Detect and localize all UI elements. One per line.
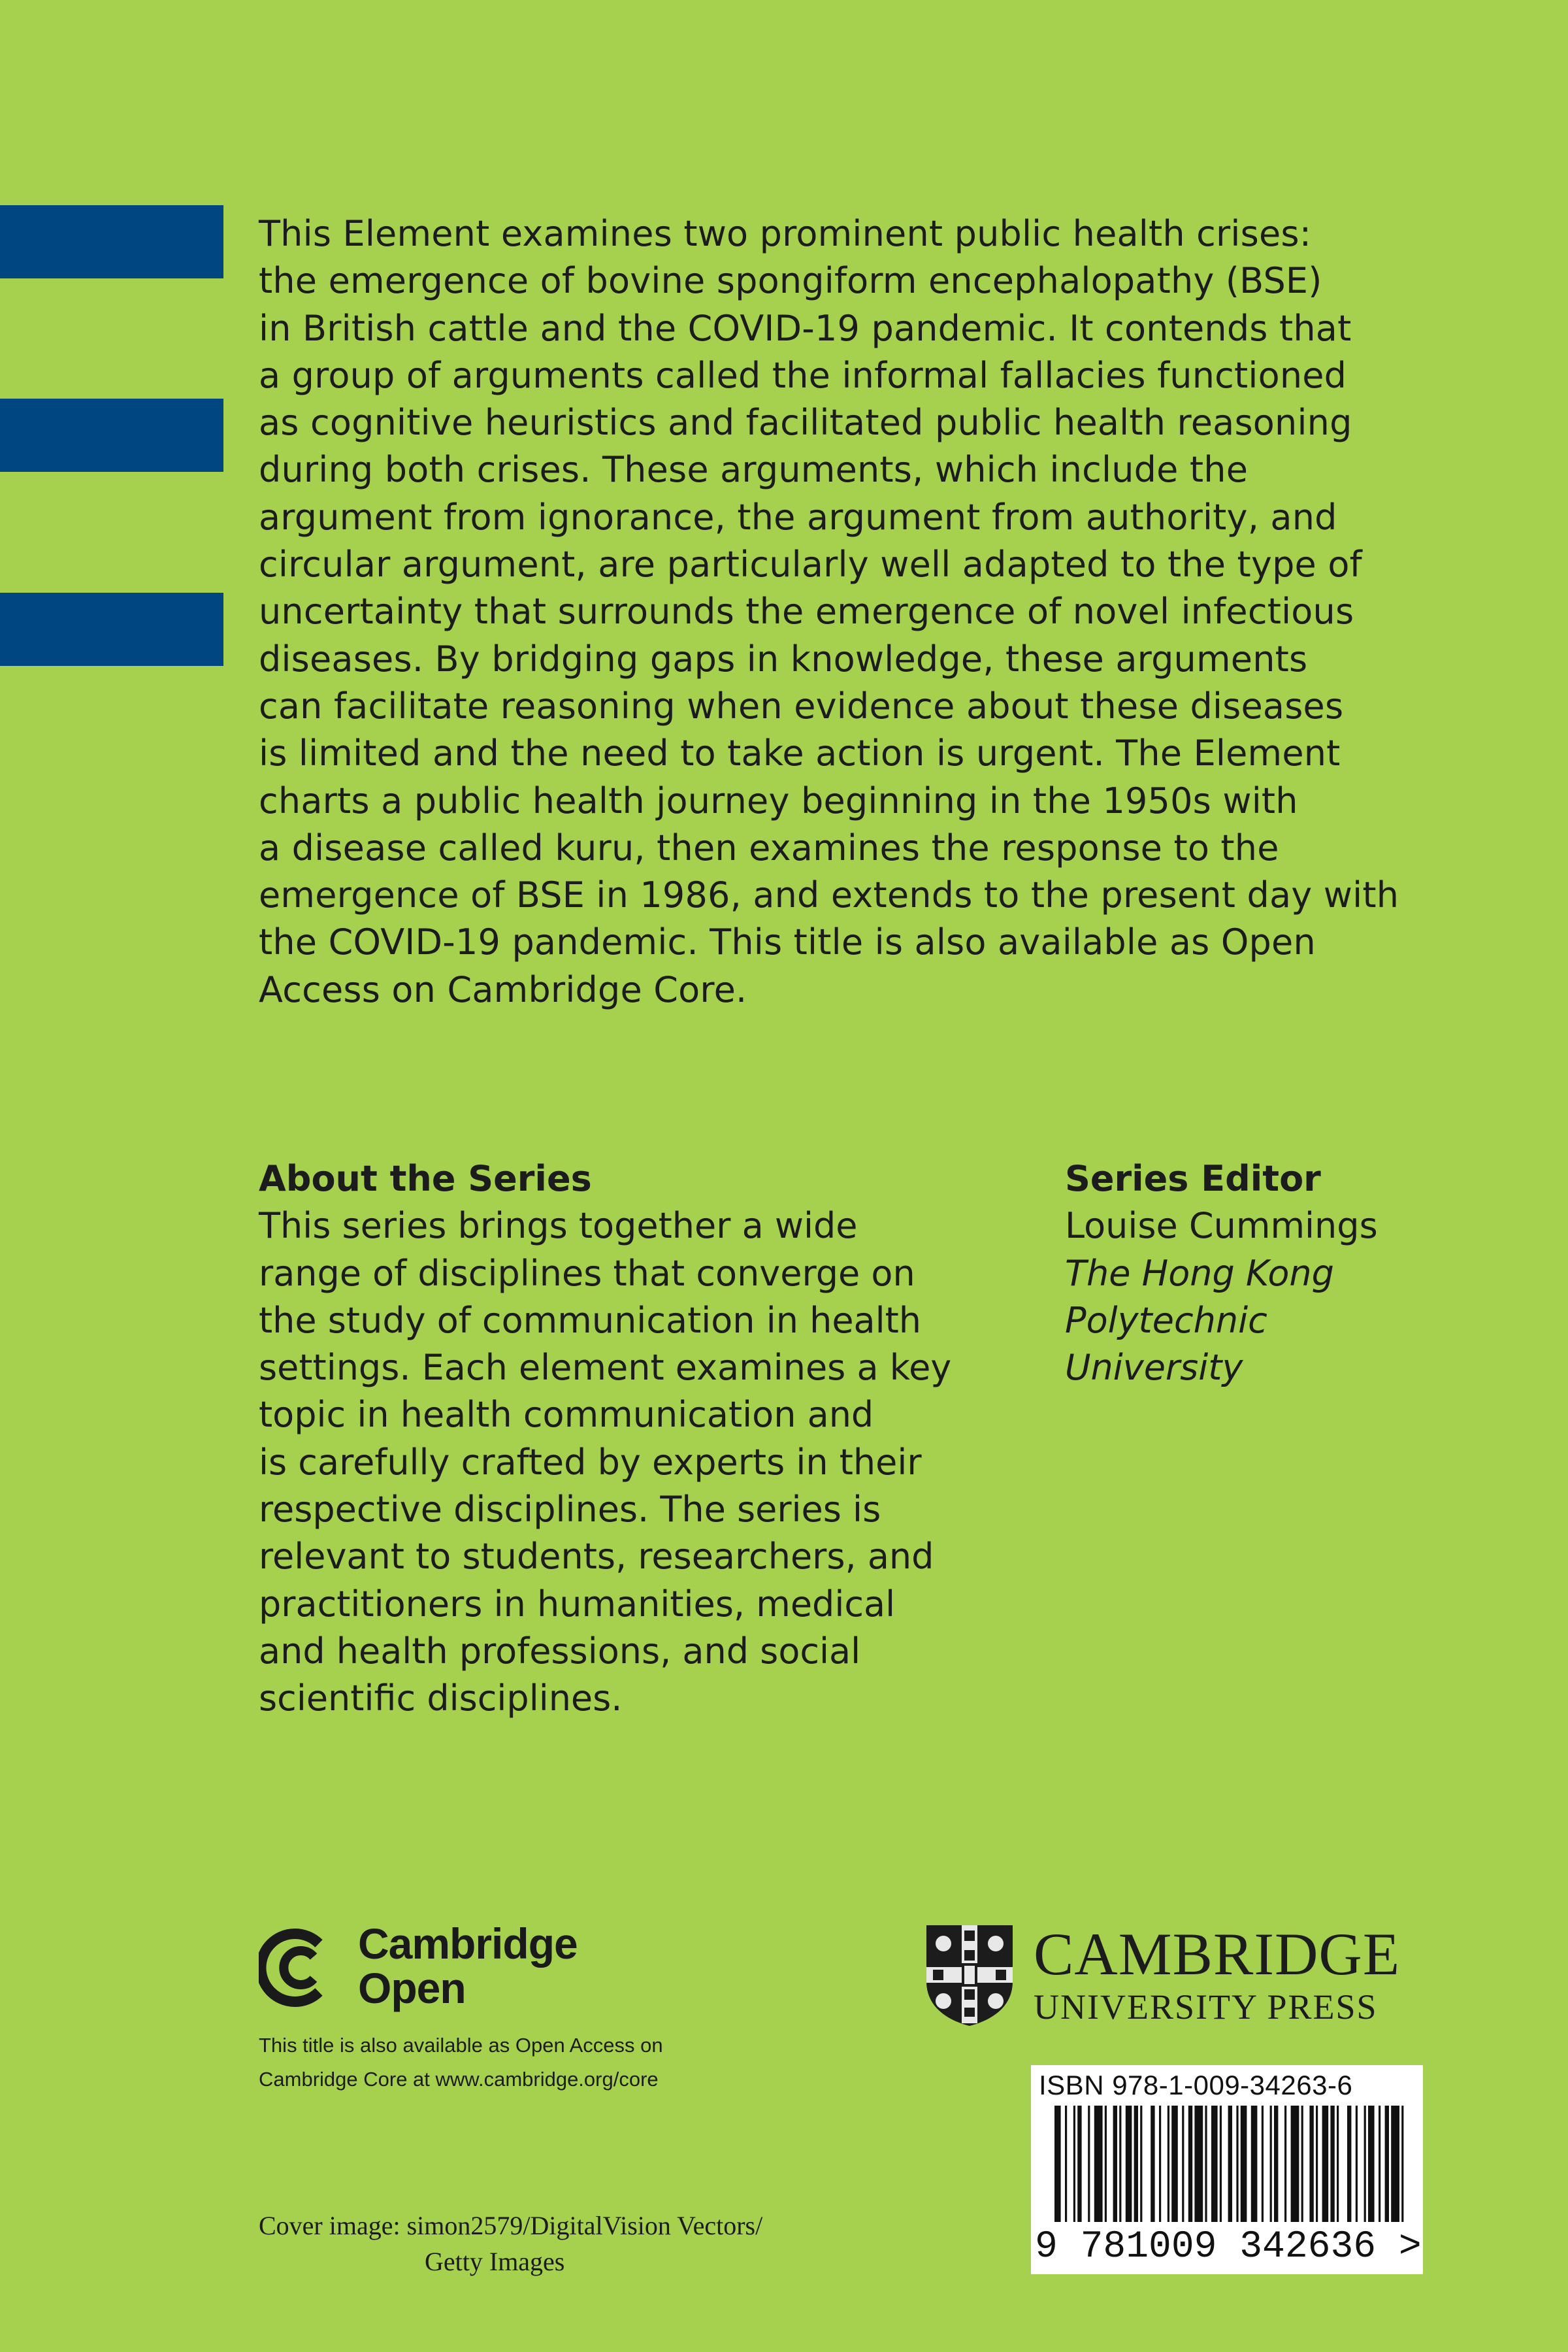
barcode-bars — [1054, 2106, 1407, 2222]
description-line: the emergence of bovine spongiform encephalopathy (BSE) — [259, 260, 1322, 302]
barcode-stripe — [1301, 2106, 1303, 2222]
publisher-name: CAMBRIDGE — [1034, 1921, 1401, 1987]
barcode-stripe — [1291, 2106, 1299, 2222]
decorative-bar-bottom — [0, 593, 223, 666]
description-line: circular argument, are particularly well adapted to the type of — [259, 544, 1362, 586]
barcode-stripe — [1140, 2106, 1142, 2222]
about-series-line: range of disciplines that converge on — [259, 1252, 915, 1294]
about-series-line: is carefully crafted by experts in their — [259, 1441, 922, 1483]
cover-credit-line: Getty Images — [425, 2247, 565, 2276]
about-series-line: scientific disciplines. — [259, 1678, 623, 1719]
series-editor-affiliation: University — [1065, 1347, 1243, 1389]
barcode-stripe — [1151, 2106, 1154, 2222]
barcode-stripe — [1113, 2106, 1117, 2222]
description-line: argument from ignorance, the argument from authority, and — [259, 496, 1337, 538]
cambridge-open-logo — [259, 1921, 625, 2019]
series-editor — [1065, 1155, 1522, 1391]
series-editor-heading: Series Editor — [1065, 1158, 1321, 1199]
barcode-stripe — [1220, 2106, 1222, 2222]
barcode-stripe — [1159, 2106, 1161, 2222]
barcode-stripe — [1168, 2106, 1169, 2222]
barcode-stripe — [1054, 2106, 1061, 2222]
barcode-stripe — [1356, 2106, 1358, 2222]
description-line: diseases. By bridging gaps in knowledge, these arguments — [259, 638, 1308, 680]
description-line: is limited and the need to take action is urgent. The Element — [259, 733, 1341, 774]
barcode-stripe — [1182, 2106, 1184, 2222]
barcode-stripe — [1073, 2106, 1075, 2222]
about-series-line: relevant to students, researchers, and — [259, 1536, 934, 1578]
cambridge-university-press-logo — [925, 1921, 1429, 2029]
description-line: can facilitate reasoning when evidence about these diseases — [259, 685, 1344, 727]
isbn-label: ISBN 978-1-009-34263-6 — [1039, 2070, 1353, 2100]
open-access-note — [259, 2029, 781, 2096]
cambridge-crest-icon — [925, 1924, 1014, 2027]
barcode-stripe — [1322, 2106, 1329, 2222]
barcode-stripe — [1228, 2106, 1232, 2222]
about-series-line: the study of communication in health — [259, 1299, 922, 1341]
barcode-stripe — [1188, 2106, 1192, 2222]
about-series-heading: About the Series — [259, 1158, 592, 1199]
barcode-stripe — [1251, 2106, 1258, 2222]
barcode-stripe — [1065, 2106, 1067, 2222]
description-line: uncertainty that surrounds the emergence of novel infectious — [259, 591, 1354, 633]
cambridge-open-line2: Open — [358, 1964, 466, 2012]
barcode-stripe — [1364, 2106, 1366, 2222]
description-line: during both crises. These arguments, which include the — [259, 449, 1249, 491]
cambridge-open-icon — [259, 1925, 337, 2010]
barcode-stripe — [1105, 2106, 1107, 2222]
description-line: Access on Cambridge Core. — [259, 969, 747, 1010]
barcode-stripe — [1316, 2106, 1318, 2222]
barcode-stripe — [1379, 2106, 1380, 2222]
barcode-stripe — [1368, 2106, 1375, 2222]
barcode-stripe — [1391, 2106, 1399, 2222]
series-editor-affiliation: The Hong Kong — [1065, 1252, 1334, 1294]
publisher-subname: UNIVERSITY PRESS — [1034, 1987, 1378, 2027]
description-line: in British cattle and the COVID-19 pandemic. It contends that — [259, 307, 1352, 349]
barcode-stripe — [1236, 2106, 1238, 2222]
barcode-digits: 9 781009 342636 > — [1035, 2226, 1422, 2268]
cambridge-open-line1: Cambridge — [358, 1919, 578, 1968]
cambridge-open-wordmark — [358, 1921, 578, 2010]
cover-image-credit — [259, 2208, 912, 2279]
description-line: a group of arguments called the informal fallacies functioned — [259, 354, 1347, 396]
description-line: charts a public health journey beginning in the 1950s with — [259, 780, 1298, 821]
barcode-stripe — [1241, 2106, 1247, 2222]
barcode-stripe — [1205, 2106, 1207, 2222]
isbn-barcode — [1031, 2065, 1423, 2274]
barcode-stripe — [1119, 2106, 1121, 2222]
barcode-stripe — [1330, 2106, 1334, 2222]
barcode-stripe — [1134, 2106, 1138, 2222]
about-series-line: settings. Each element examines a key — [259, 1347, 952, 1389]
description-line: the COVID-19 pandemic. This title is also available as Open — [259, 921, 1316, 963]
barcode-stripe — [1088, 2106, 1090, 2222]
barcode-stripe — [1385, 2106, 1389, 2222]
about-series-line: and health professions, and social — [259, 1630, 861, 1672]
barcode-stripe — [1262, 2106, 1264, 2222]
barcode-stripe — [1211, 2106, 1218, 2222]
barcode-stripe — [1094, 2106, 1103, 2222]
open-access-note-line: This title is also available as Open Access on — [259, 2034, 663, 2057]
description-line: emergence of BSE in 1986, and extends to the present day with — [259, 874, 1399, 916]
open-access-note-line: Cambridge Core at www.cambridge.org/core — [259, 2068, 659, 2091]
about-series-line: practitioners in humanities, medical — [259, 1583, 896, 1625]
about-series-line: This series brings together a wide — [259, 1205, 858, 1247]
barcode-stripe — [1274, 2106, 1278, 2222]
about-series-line: respective disciplines. The series is — [259, 1489, 881, 1531]
barcode-stripe — [1401, 2106, 1403, 2222]
decorative-bar-middle — [0, 399, 223, 472]
about-series-line: topic in health communication and — [259, 1394, 874, 1436]
barcode-stripe — [1270, 2106, 1272, 2222]
barcode-stripe — [1126, 2106, 1132, 2222]
series-editor-name: Louise Cummings — [1065, 1205, 1378, 1247]
description-line: as cognitive heuristics and facilitated public health reasoning — [259, 402, 1352, 444]
barcode-stripe — [1337, 2106, 1339, 2222]
barcode-stripe — [1347, 2106, 1351, 2222]
description-line: a disease called kuru, then examines the response to the — [259, 827, 1279, 869]
decorative-bar-top — [0, 205, 223, 278]
about-the-series — [259, 1155, 977, 1723]
barcode-stripe — [1309, 2106, 1313, 2222]
series-editor-affiliation: Polytechnic — [1065, 1299, 1267, 1341]
barcode-stripe — [1077, 2106, 1081, 2222]
barcode-stripe — [1171, 2106, 1178, 2222]
cover-credit-line: Cover image: simon2579/DigitalVision Vectors/ — [259, 2211, 763, 2240]
barcode-stripe — [1194, 2106, 1203, 2222]
book-description — [259, 210, 1428, 1014]
description-line: This Element examines two prominent public health crises: — [259, 213, 1312, 254]
barcode-stripe — [1284, 2106, 1286, 2222]
